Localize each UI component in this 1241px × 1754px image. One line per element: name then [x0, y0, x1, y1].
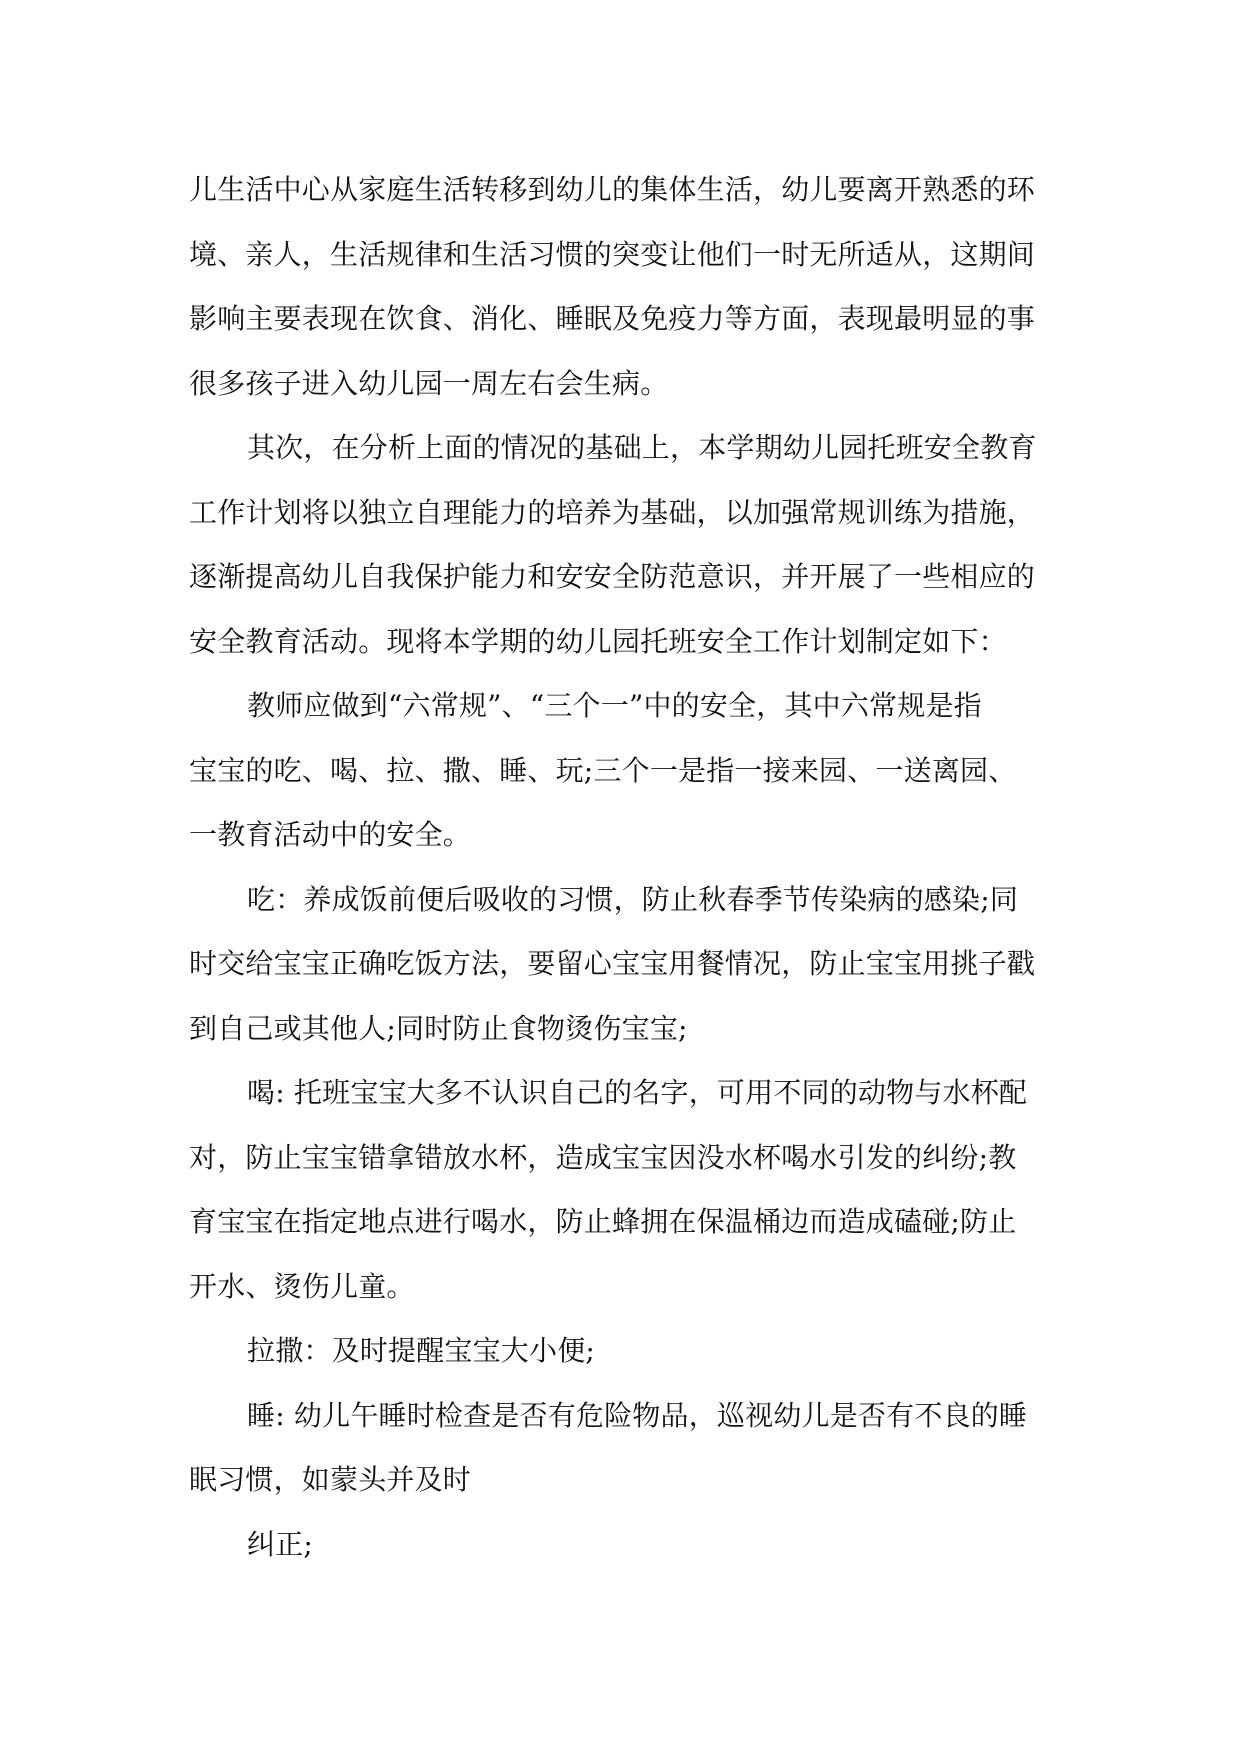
paragraph-first-line: 吃：养成饭前便后吸收的习惯，防止秋春季节传染病的感染;同 [247, 882, 1019, 916]
text-line: 宝宝的吃、喝、拉、撒、睡、玩;三个一是指一接来园、一送离园、 [189, 753, 1017, 787]
text-line: 影响主要表现在饮食、消化、睡眠及免疫力等方面，表现最明显的事 [189, 302, 1036, 335]
paragraph-first-line: 教师应做到“六常规”、“三个一”中的安全，其中六常规是指 [247, 689, 982, 722]
text-line: 时交给宝宝正确吃饭方法，要留心宝宝用餐情况，防止宝宝用挑子戳 [189, 947, 1036, 980]
text-line: 眠习惯，如蒙头并及时 [189, 1463, 472, 1496]
text-line: 很多孩子进入幼儿园一周左右会生病。 [189, 366, 669, 400]
text-line: 一教育活动中的安全。 [189, 818, 472, 851]
text-line: 到自己或其他人;同时防止食物烫伤宝宝; [189, 1011, 688, 1045]
paragraph-first-line: 纠正; [247, 1527, 314, 1561]
text-line: 境、亲人，生活规律和生活习惯的突变让他们一时无所适从，这期间 [189, 237, 1036, 271]
paragraph-first-line: 喝: 托班宝宝大多不认识自己的名字，可用不同的动物与水杯配 [247, 1076, 1028, 1109]
text-line: 开水、烫伤儿童。 [189, 1269, 415, 1303]
paragraph-first-line: 睡: 幼儿午睡时检查是否有危险物品，巡视幼儿是否有不良的睡 [247, 1398, 1028, 1432]
text-line: 儿生活中心从家庭生活转移到幼儿的集体生活，幼儿要离开熟悉的环 [189, 173, 1036, 206]
text-line: 育宝宝在指定地点进行喝水，防止蜂拥在保温桶边而造成磕碰;防止 [189, 1205, 1017, 1238]
paragraph-first-line: 其次，在分析上面的情况的基础上，本学期幼儿园托班安全教育 [247, 431, 1037, 464]
text-line: 安全教育活动。现将本学期的幼儿园托班安全工作计划制定如下： [189, 624, 1007, 658]
text-line: 工作计划将以独立自理能力的培养为基础，以加强常规训练为措施， [189, 495, 1036, 529]
document-body [189, 158, 1059, 1577]
text-line: 对，防止宝宝错拿错放水杯，造成宝宝因没水杯喝水引发的纠纷;教 [189, 1140, 1017, 1174]
paragraph-first-line: 拉撒：及时提醒宝宝大小便; [247, 1334, 596, 1367]
text-line: 逐渐提高幼儿自我保护能力和安安全防范意识，并开展了一些相应的 [189, 560, 1036, 593]
